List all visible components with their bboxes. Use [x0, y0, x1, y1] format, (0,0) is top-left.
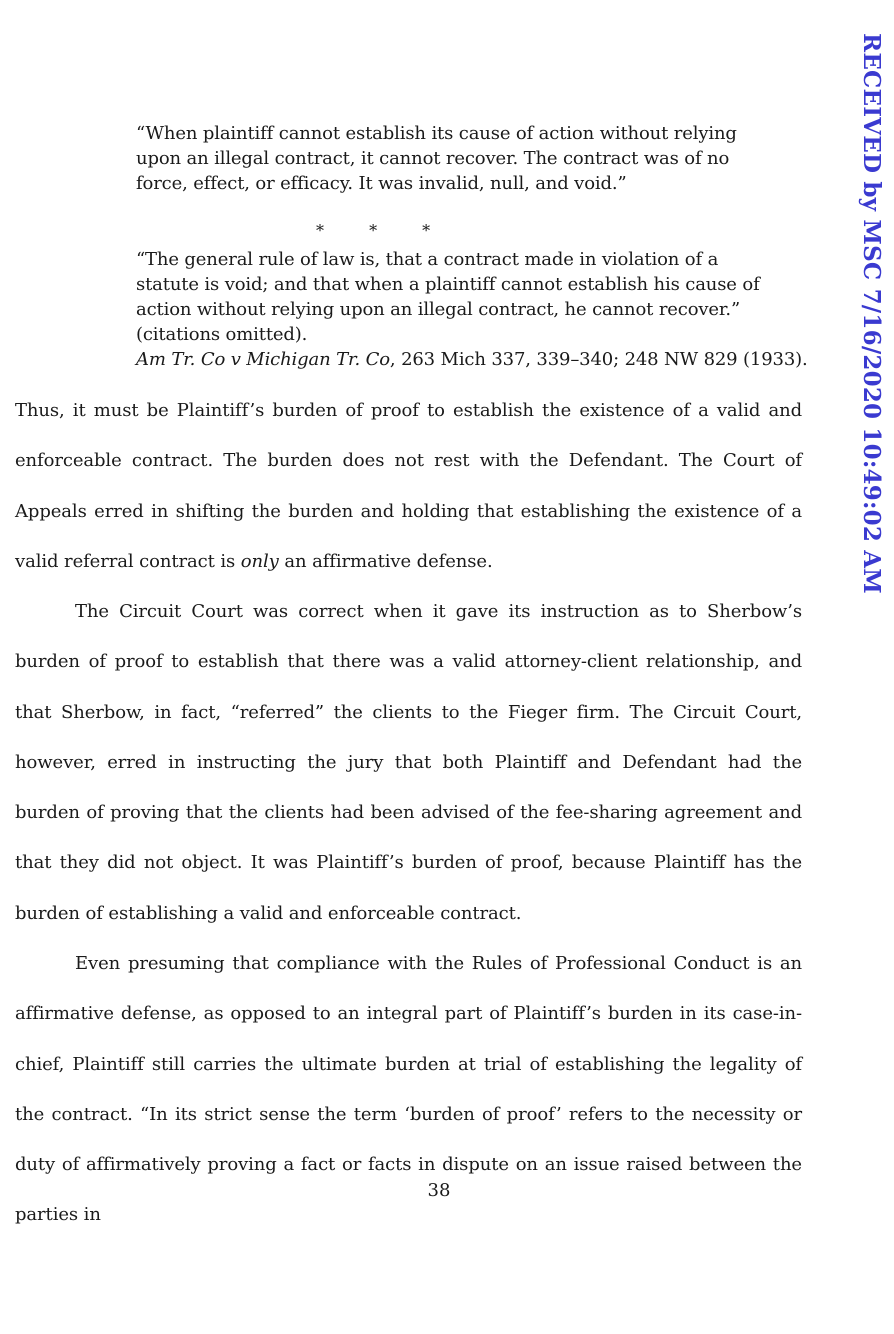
body-paragraph-2-text: The Circuit Court was correct when it gave its instruction as to Sherbow’s burden of proof to establish that there was a valid attorney-client relationship, and that Sherbow, in fact, “referred” the clients to the Fieger firm. The Circuit Court, however, erred in instructing the jury that both Plaintiff and Defendant had the burden of proving that the clients had been advised of the fee-sharing agreement and that they did not object. It was Plaintiff’s burden of proof, because Plaintiff has the burden of establishing a valid and enforceable contract.	[15, 601, 802, 924]
block-quote-2	[136, 247, 776, 347]
received-stamp: RECEIVED by MSC 7/16/2020 10:49:02 AM	[858, 33, 885, 594]
para1-after: an affirmative defense.	[278, 550, 493, 572]
block-quote-1-text: “When plaintiff cannot establish its cause of action without relying upon an illegal contract, it cannot recover. The contract was of no force, effect, or efficacy. It was invalid, null, and void.”	[136, 123, 737, 194]
para1-emphasis: only	[240, 550, 279, 572]
case-name: Am Tr. Co v Michigan Tr. Co	[136, 349, 390, 370]
case-reporter: , 263 Mich 337, 339–340; 248 NW 829 (1933).	[389, 349, 808, 370]
page-number: 38	[427, 1180, 451, 1201]
case-citation	[136, 347, 808, 372]
body-paragraph-1	[15, 386, 802, 587]
block-quote-2-text: “The general rule of law is, that a contract made in violation of a statute is void; and that when a plaintiff cannot establish his cause of action without relying upon an illegal contract, he cannot recover.” (citations omitted).	[136, 249, 760, 345]
quote-separator: * * *	[316, 221, 431, 240]
body-paragraph-2	[15, 587, 802, 939]
body-paragraph-1-text	[15, 386, 802, 587]
para1-before: Thus, it must be Plaintiff’s burden of proof to establish the existence of a valid and enforceable contract. The burden does not rest with the Defendant. The Court of Appeals erred in shifting the burden and holding that establishing the existence of a valid referral contract is	[15, 400, 802, 572]
body-paragraph-3-text: Even presuming that compliance with the Rules of Professional Conduct is an affirmative defense, as opposed to an integral part of Plaintiff’s burden in its case-in-chief, Plaintiff still carries the ultimate burden at trial of establishing the legality of the contract. “In its strict sense the term ‘burden of proof’ refers to the necessity or duty of affirmatively proving a fact or facts in dispute on an issue raised between the parties in	[15, 953, 802, 1226]
block-quote-1	[136, 121, 776, 196]
